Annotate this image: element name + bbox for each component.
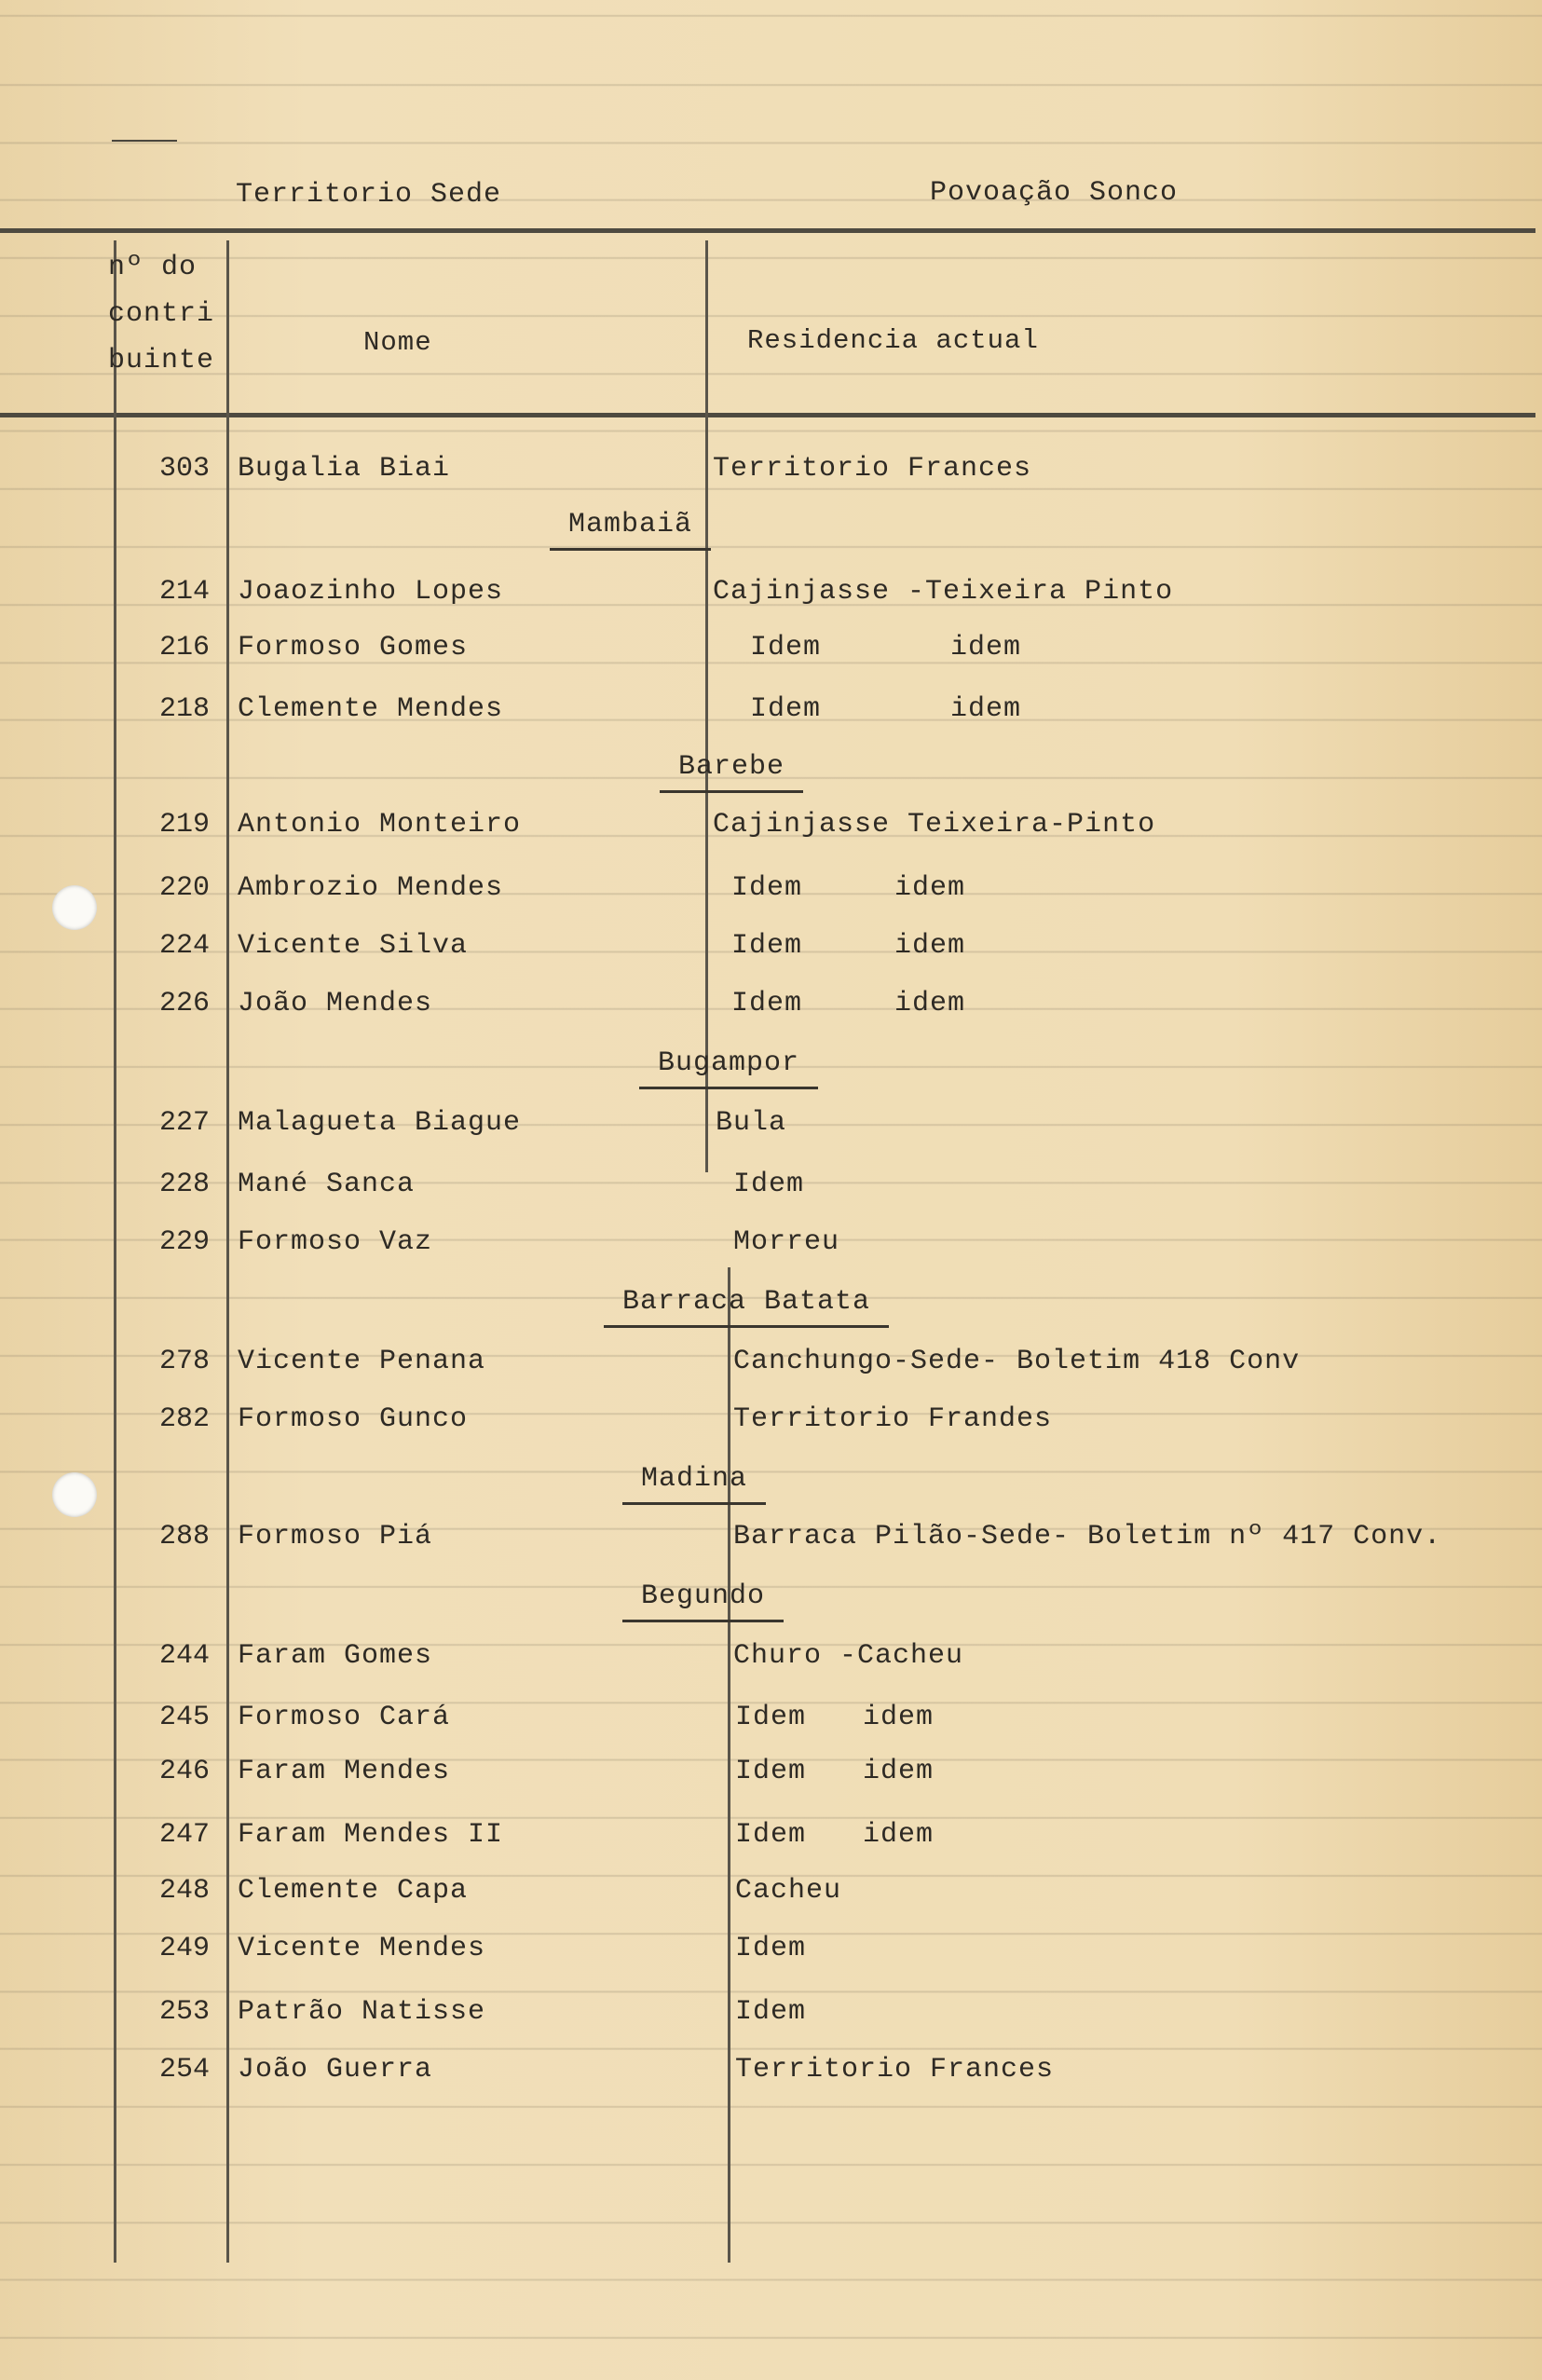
section-heading: Barraca Batata [604, 1279, 889, 1328]
residence-place: Idem [750, 693, 822, 725]
contributor-name: Ambrozio Mendes [238, 872, 504, 904]
contributor-number: 228 [158, 1169, 210, 1200]
column-header-residence: Residencia actual [747, 325, 1039, 356]
punch-hole-bottom [52, 1472, 97, 1517]
contributor-number: 253 [158, 1996, 210, 2028]
section-heading: Begundo [622, 1573, 784, 1622]
row-214 [0, 568, 1542, 615]
residence-place: Churo -Cacheu [733, 1640, 964, 1672]
row-228 [0, 1161, 1542, 1208]
residence-detail: idem [894, 872, 966, 904]
row-224 [0, 923, 1542, 969]
contributor-name: Faram Mendes [238, 1756, 451, 1787]
contributor-number: 254 [158, 2054, 210, 2086]
row-303 [0, 445, 1542, 492]
contributor-name: Formoso Cará [238, 1702, 451, 1733]
residence-place: Cacheu [735, 1875, 842, 1907]
row-254 [0, 2046, 1542, 2093]
row-249 [0, 1925, 1542, 1972]
contributor-number: 246 [158, 1756, 210, 1787]
row-229 [0, 1219, 1542, 1265]
contributor-number: 282 [158, 1403, 210, 1435]
column-header-number [108, 244, 214, 384]
residence-detail: idem [950, 632, 1022, 663]
row-248 [0, 1867, 1542, 1914]
residence-place: Idem [735, 1996, 807, 2028]
residence-detail: idem [863, 1819, 935, 1851]
contributor-number: 218 [158, 693, 210, 725]
contributor-name: Formoso Gunco [238, 1403, 469, 1435]
residence-place: Idem [733, 1169, 805, 1200]
row-226 [0, 980, 1542, 1027]
residence-place: Territorio Frandes [733, 1403, 1053, 1435]
stray-mark [112, 140, 177, 142]
contributor-number: 288 [158, 1521, 210, 1552]
contributor-name: Mané Sanca [238, 1169, 416, 1200]
residence-place: Idem [735, 1933, 807, 1964]
residence-detail: idem [950, 693, 1022, 725]
row-245 [0, 1694, 1542, 1741]
header-rule-bottom [0, 413, 1535, 417]
contributor-number: 216 [158, 632, 210, 663]
contributor-name: Formoso Vaz [238, 1226, 433, 1258]
contributor-name: João Guerra [238, 2054, 433, 2086]
row-216 [0, 624, 1542, 671]
column-header-name: Nome [363, 327, 432, 358]
residence-place: Barraca Pilão-Sede- Boletim nº 417 Conv. [733, 1521, 1442, 1552]
residence-place: Idem [731, 988, 803, 1019]
residence-place: Idem [735, 1702, 807, 1733]
contributor-number: 249 [158, 1933, 210, 1964]
residence-detail: idem [863, 1702, 935, 1733]
territory-title: Territorio Sede [236, 179, 502, 211]
residence-place: Idem [731, 872, 803, 904]
contributor-name: Formoso Gomes [238, 632, 469, 663]
section-heading: Barebe [660, 744, 803, 793]
section-heading: Bugampor [639, 1040, 818, 1089]
residence-detail: idem [894, 988, 966, 1019]
residence-place: Territorio Frances [735, 2054, 1055, 2086]
row-282 [0, 1396, 1542, 1443]
section-heading: Madina [622, 1456, 766, 1505]
contributor-name: Clemente Mendes [238, 693, 504, 725]
residence-place: Morreu [733, 1226, 840, 1258]
row-219 [0, 801, 1542, 848]
contributor-number: 224 [158, 930, 210, 962]
row-253 [0, 1989, 1542, 2035]
contributor-name: Vicente Mendes [238, 1933, 486, 1964]
contributor-number: 226 [158, 988, 210, 1019]
contributor-number: 220 [158, 872, 210, 904]
row-246 [0, 1748, 1542, 1795]
contributor-number: 245 [158, 1702, 210, 1733]
residence-place: Idem [735, 1756, 807, 1787]
residence-detail: idem [894, 930, 966, 962]
row-227 [0, 1100, 1542, 1146]
contributor-name: Vicente Silva [238, 930, 469, 962]
contributor-number: 244 [158, 1640, 210, 1672]
residence-place: Idem [750, 632, 822, 663]
settlement-title: Povoação Sonco [930, 177, 1179, 209]
row-220 [0, 865, 1542, 911]
contributor-name: Joaozinho Lopes [238, 576, 504, 608]
contributor-number: 229 [158, 1226, 210, 1258]
column-header-number-line3: buinte [108, 345, 215, 376]
contributor-number: 303 [158, 453, 210, 485]
contributor-name: Antonio Monteiro [238, 809, 522, 841]
header-rule-top [0, 228, 1535, 233]
row-278 [0, 1338, 1542, 1385]
contributor-name: Formoso Piá [238, 1521, 433, 1552]
row-244 [0, 1633, 1542, 1679]
residence-place: Idem [731, 930, 803, 962]
residence-detail: idem [863, 1756, 935, 1787]
column-header-number-line2: contri [108, 298, 215, 330]
contributor-number: 247 [158, 1819, 210, 1851]
row-247 [0, 1812, 1542, 1858]
residence-place: Bula [716, 1107, 787, 1139]
contributor-name: Faram Mendes II [238, 1819, 504, 1851]
contributor-name: Faram Gomes [238, 1640, 433, 1672]
contributor-name: Malagueta Biague [238, 1107, 522, 1139]
residence-place: Cajinjasse Teixeira-Pinto [713, 809, 1156, 841]
column-header-number-line1: nº do [108, 252, 198, 283]
contributor-number: 219 [158, 809, 210, 841]
contributor-number: 214 [158, 576, 210, 608]
residence-place: Cajinjasse -Teixeira Pinto [713, 576, 1174, 608]
contributor-number: 227 [158, 1107, 210, 1139]
contributor-name: Vicente Penana [238, 1346, 486, 1377]
contributor-name: Bugalia Biai [238, 453, 451, 485]
section-heading: Mambaiã [550, 501, 711, 551]
contributor-name: Patrão Natisse [238, 1996, 486, 2028]
contributor-number: 278 [158, 1346, 210, 1377]
residence-place: Canchungo-Sede- Boletim 418 Conv [733, 1346, 1301, 1377]
row-288 [0, 1513, 1542, 1560]
contributor-name: João Mendes [238, 988, 433, 1019]
row-218 [0, 686, 1542, 732]
contributor-name: Clemente Capa [238, 1875, 469, 1907]
residence-place: Territorio Frances [713, 453, 1032, 485]
contributor-number: 248 [158, 1875, 210, 1907]
residence-place: Idem [735, 1819, 807, 1851]
